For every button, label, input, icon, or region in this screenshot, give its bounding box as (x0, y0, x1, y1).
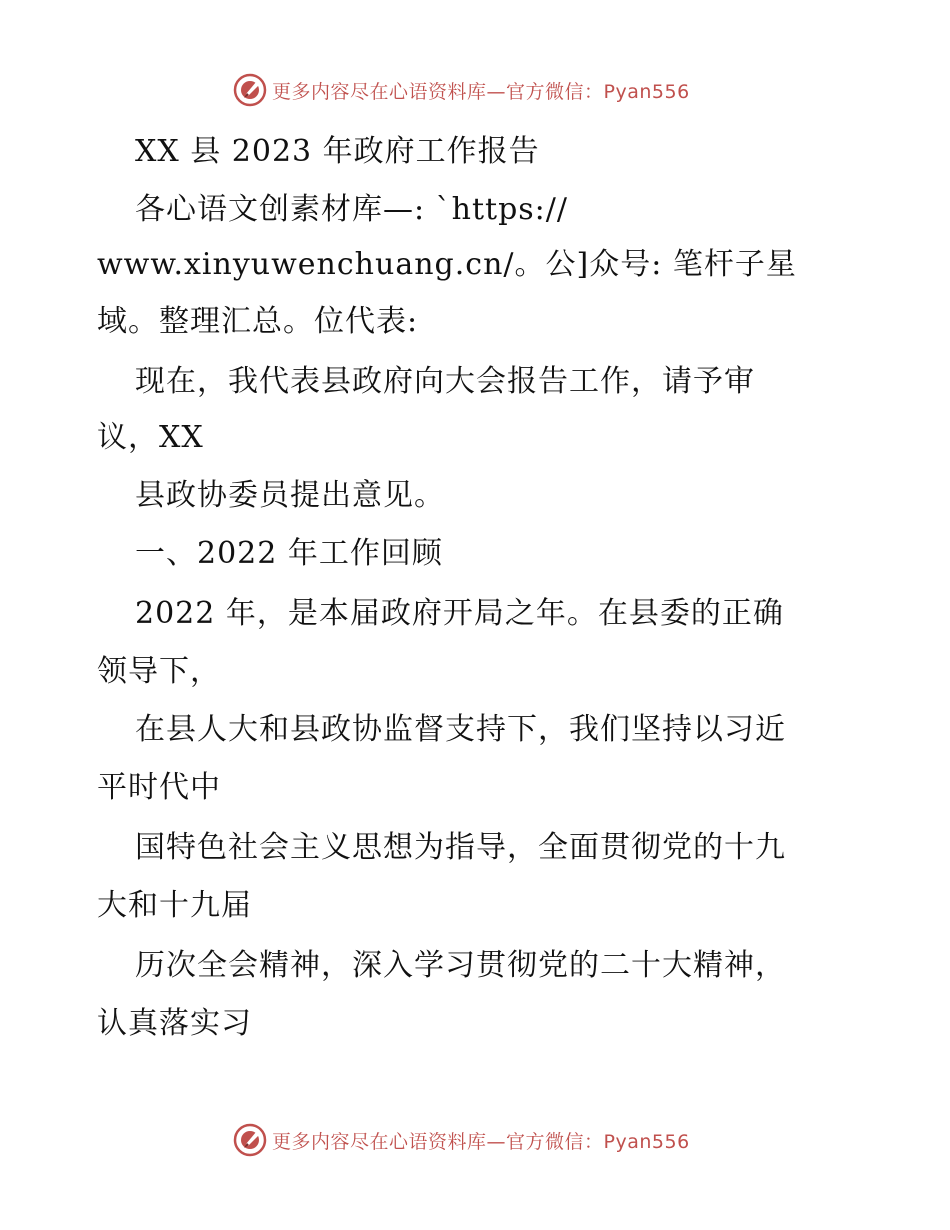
paragraph-line: 议，XX (97, 420, 204, 455)
paragraph-line: 2022 年，是本届政府开局之年。在县委的正确 (135, 596, 784, 631)
section-heading: 一、2022 年工作回顾 (135, 536, 443, 571)
paragraph-line: 现在，我代表县政府向大会报告工作，请予审 (135, 364, 755, 399)
pen-nib-logo-icon (232, 72, 268, 108)
pen-nib-logo-icon (232, 1122, 268, 1158)
paragraph-line: 认真落实习 (97, 1006, 252, 1041)
watermark-text: 更多内容尽在心语资料库—官方微信：Pyan556 (272, 80, 690, 103)
footer-watermark-banner (232, 1120, 690, 1160)
paragraph-line: 平时代中 (97, 770, 221, 805)
document-title: XX 县 2023 年政府工作报告 (135, 134, 540, 169)
paragraph-line: 县政协委员提出意见。 (135, 478, 445, 513)
paragraph-line: 历次全会精神，深入学习贯彻党的二十大精神， (135, 948, 786, 983)
paragraph-line: 大和十九届 (97, 888, 252, 923)
paragraph-line: 各心语文创素材库—: `https:// (135, 192, 568, 227)
paragraph-line: www.xinyuwenchuang.cn/。公]众号: 笔杆子星 (97, 247, 797, 282)
paragraph-line: 域。整理汇总。位代表: (97, 304, 419, 339)
paragraph-line: 国特色社会主义思想为指导，全面贯彻党的十九 (135, 830, 786, 865)
header-watermark-banner (232, 70, 690, 110)
paragraph-line: 在县人大和县政协监督支持下，我们坚持以习近 (135, 712, 786, 747)
paragraph-line: 领导下， (97, 654, 221, 689)
watermark-text: 更多内容尽在心语资料库—官方微信：Pyan556 (272, 1130, 690, 1153)
